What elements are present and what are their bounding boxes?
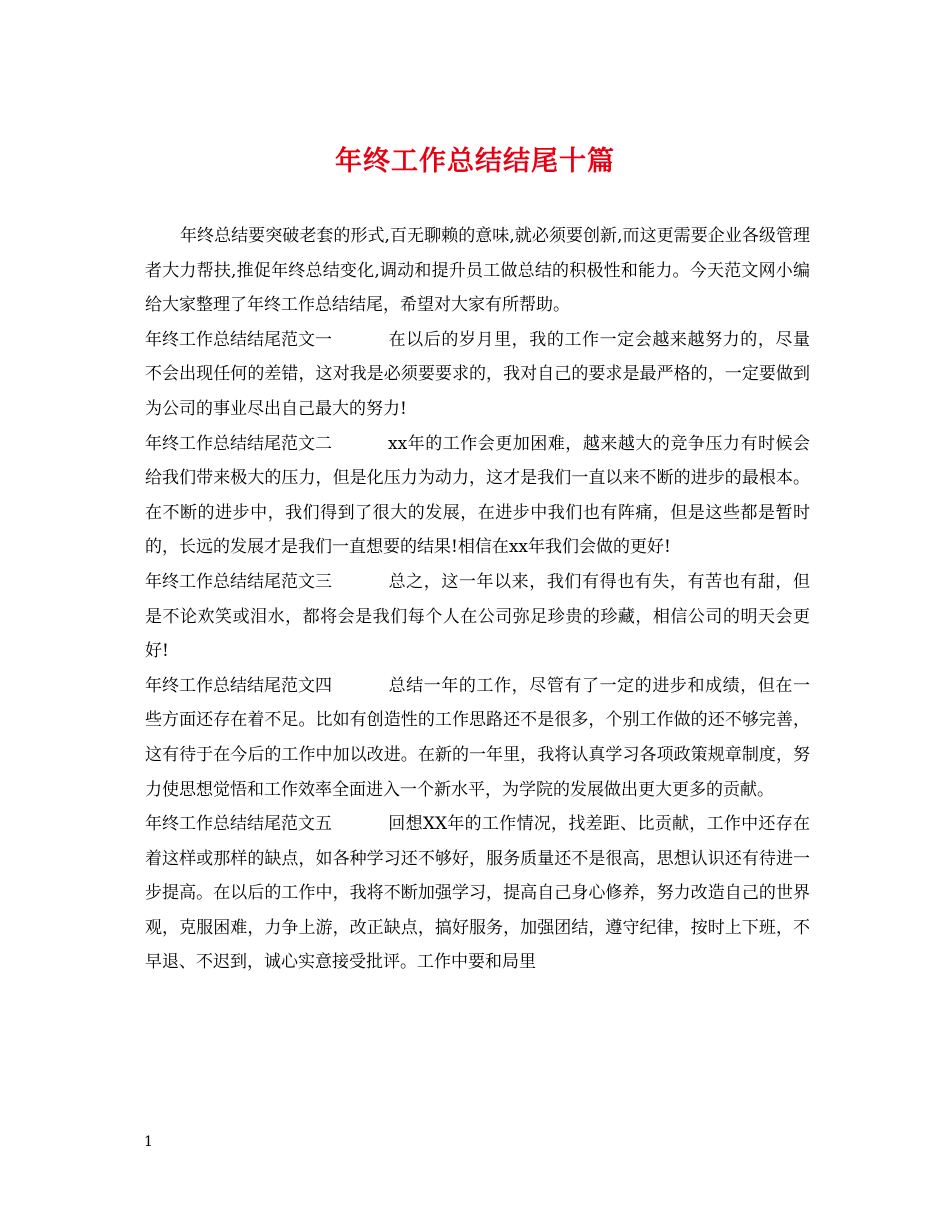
section-text-4: 总结一年的工作，尽管有了一定的进步和成绩，但在一些方面还存在着不足。比如有创造性的工作思路还不是很多，个别工作做的还不够完善，这有待于在今后的工作中加以改进。在新的一年里，我将认真学习各项政策规章制度，努力使思想觉悟和工作效率全面进入一个新水平，为学院的发展做出更大更多的贡献。 — [145, 675, 810, 800]
document-body — [145, 219, 810, 980]
section-text-5: 回想XX年的工作情况，找差距、比贡献，工作中还存在着这样或那样的缺点，如各种学习还不够好，服务质量还不是很高，思想认识还有待进一步提高。在以后的工作中，我将不断加强学习，提高自己身心修养，努力改造自己的世界观，克服困难，力争上游，改正缺点，搞好服务，加强团结，遵守纪律，按时上下班，不早退、不迟到，诚心实意接受批评。工作中要和局里 — [145, 814, 810, 973]
section-label-2: 年终工作总结结尾范文二 — [145, 433, 332, 454]
section-paragraph-1 — [145, 323, 810, 427]
section-paragraph-2 — [145, 427, 810, 565]
document-title: 年终工作总结结尾十篇 — [335, 146, 615, 177]
section-label-5: 年终工作总结结尾范文五 — [145, 814, 332, 835]
section-text-1: 在以后的岁月里，我的工作一定会越来越努力的，尽量不会出现任何的差错，这对我是必须要要求的，我对自己的要求是最严格的，一定要做到为公司的事业尽出自己最大的努力! — [145, 329, 810, 419]
section-paragraph-3 — [145, 565, 810, 669]
section-text-3: 总之，这一年以来，我们有得也有失，有苦也有甜，但是不论欢笑或泪水，都将会是我们每个人在公司弥足珍贵的珍藏，相信公司的明天会更好! — [145, 571, 810, 662]
section-text-2: xx年的工作会更加困难，越来越大的竞争压力有时候会给我们带来极大的压力，但是化压力为动力，这才是我们一直以来不断的进步的最根本。在不断的进步中，我们得到了很大的发展，在进步中我们也有阵痛，但是这些都是暂时的，长远的发展才是我们一直想要的结果!相信在xx年我们会做的更好! — [145, 433, 810, 558]
section-label-4: 年终工作总结结尾范文四 — [145, 675, 332, 696]
section-paragraph-4 — [145, 669, 810, 807]
section-paragraph-5 — [145, 807, 810, 980]
section-label-1: 年终工作总结结尾范文一 — [145, 329, 332, 350]
section-label-3: 年终工作总结结尾范文三 — [145, 571, 332, 592]
intro-paragraph: 年终总结要突破老套的形式,百无聊赖的意味,就必须要创新,而这更需要企业各级管理者大力帮扶,推促年终总结变化,调动和提升员工做总结的积极性和能力。今天范文网小编给大家整理了年终工作总结结尾，希望对大家有所帮助。 — [145, 226, 810, 316]
page-number: 1 — [144, 1134, 153, 1150]
